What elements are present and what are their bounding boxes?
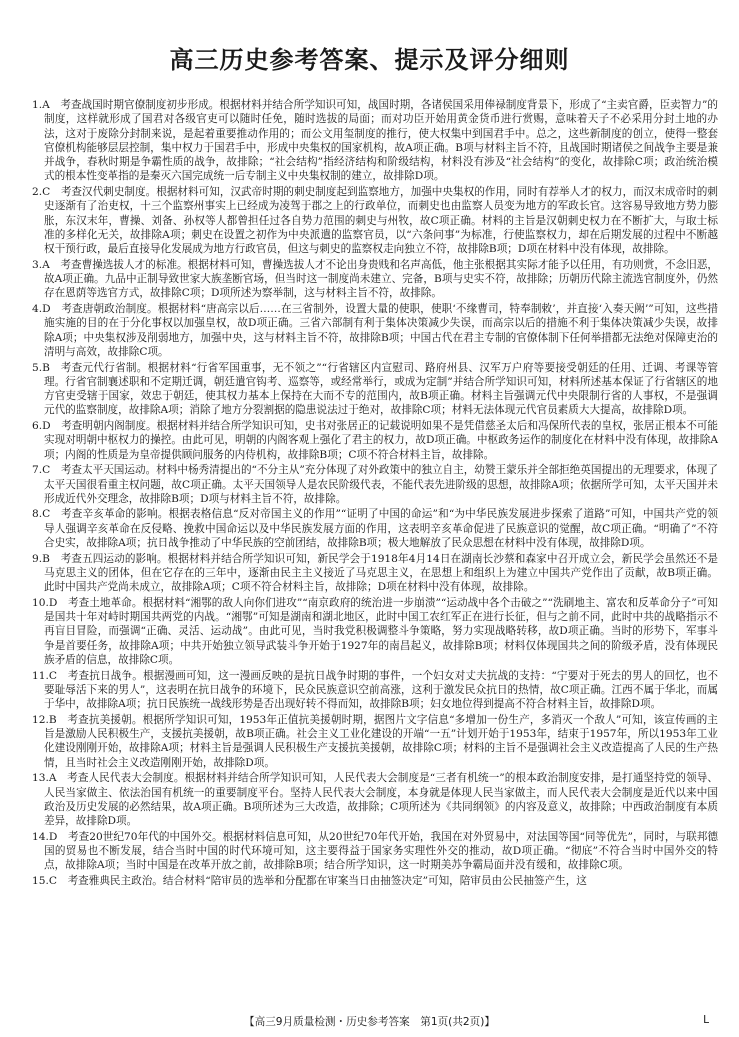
answer-item — [32, 552, 718, 595]
answer-text: 考查元代行省制。根据材料“行省军国重事，无不领之”“行省辖区内宣慰司、路府州县、汉军万户府等要接受朝廷的任用、迁调、考课等管理。行省官制襄述职和不定期迁调，朝廷遣官钩考、巡察等，或经常举行，或成为定制”并结合所学知识可知，材料所述基本保证了行省辖区的地方官吏受辖于国家，效忠于朝廷，使其权力基本上保持在大而不专的范围内，故B项正确。材料主旨强调元代中央限制行省的人事权，不是强调元代的监察制度，故排除A项；消除了地方分裂割据的隐患说法过于绝对，故排除C项；材料无法体现元代官员素质大大提高，故排除D项。 — [44, 361, 718, 417]
page-title: 高三历史参考答案、提示及评分细则 — [169, 46, 570, 74]
answer-text: 考查土地革命。根据材料“湘鄂的敌人向你们进攻”“南京政府的统治进一步崩溃”“运动战中各个击破之”“洗刷地主、富农和反革命分子”可知是国共十年对峙时期国共两党的内战。“湘鄂”可知是湖南和湖北地区，此时中国工农红军正在进行长征，但与之前不同，此时中共的战略指示不再盲目冒险，而强调“正确、灵活、运动战”。由此可见，当时我党积极调整斗争策略，努力实现战略转移，故D项正确。当时的形势下，军事斗争是首要任务，故排除A项；中共开始独立领导武装斗争开始于1927年的南昌起义，故排除B项；材料仅体现国共之间的阶级矛盾，没有体现民族矛盾的信息，故排除C项。 — [44, 596, 718, 666]
answer-number: 1.A — [32, 99, 50, 111]
answer-number: 3.A — [32, 258, 50, 271]
answer-number: 8.C — [32, 508, 51, 521]
answer-number: 12.B — [32, 713, 57, 726]
footer-mark: L — [703, 1014, 709, 1026]
answer-number: 10.D — [32, 596, 58, 609]
answer-list — [32, 98, 718, 889]
answer-text: 考查抗美援朝。根据所学知识可知，1953年正值抗美援朝时期，据图片文字信息“多增加一份生产，多消灭一个敌人”可知，该宣传画的主旨是激励人民积极生产，支援抗美援朝，故B项正确。社会主义工业化建设的开端“一五”计划开始于1953年，结束于1957年，所以1953年工业化建设刚刚开始，故排除A项；材料主旨是强调人民积极生产支援抗美援朝，故排除C项；材料的主旨不是强调社会主义改造提高了人民的生产热情，且当时社会主义改造刚刚开始，故排除D项。 — [44, 713, 718, 769]
answer-text: 考查明朝内阁制度。根据材料并结合所学知识可知，史书对张居正的记载说明如果不是凭借慈圣太后和冯保所代表的皇权，张居正根本不可能实现对明朝中枢权力的操控。由此可见，明朝的内阁客观上强化了君主的权力，故D项正确。中枢政务运作的制度化在材料中没有体现，故排除A项；内阁的性质是为皇帝提供顾问服务的内侍机构，故排除B项；C项不符合材料主旨，故排除。 — [44, 420, 719, 461]
answer-item — [32, 596, 718, 667]
answer-item — [32, 713, 718, 770]
answer-text: 考查五四运动的影响。根据材料并结合所学知识可知，新民学会于1918年4月14日在湖南长沙蔡和森家中召开成立会，新民学会虽然还不是马克思主义的团体，但在它存在的三年中，逐渐由民主主义接近了马克思主义，在思想上和组织上为建立中国共产党作出了贡献，故B项正确。此时中国共产党尚未成立，故排除A项；C项不符合材料主旨，故排除；D项在材料中没有体现，故排除。 — [44, 552, 718, 594]
answer-number: 5.B — [32, 361, 50, 374]
answer-number: 15.C — [32, 874, 57, 887]
answer-text: 考查曹操选拔人才的标准。根据材料可知，曹操选拔人才不论出身贵贱和名声高低，他主张根据其实际才能予以任用，有功则赏，不念旧恶，故A项正确。九品中正制导致世家大族垄断官场，但当时这一制度尚未建立、完备，B项与史实不符，故排除；历朝历代除主流选官制度外，仍然存在恩荫等选官方式，故排除C项；D项所述为察举制，这与材料主旨不符，故排除。 — [44, 258, 718, 300]
answer-text: 考查战国时期官僚制度初步形成。根据材料并结合所学知识可知，战国时期，各诸侯国采用俸禄制度背景下，形成了“主卖官爵，臣卖智力”的制度，这样就形成了国君对各级官吏可以随时任免，随时选拔的局面；而对功臣开始用黄金货币进行赏赐，意味着天子不必采用分封土地的办法，这对于废除分封制来说，是起着重要推动作用的；而公文用玺制度的推行，使大权集中到国君手中。总之，这些新制度的创立，使得一整套官僚机构能够层层控制，集中权力于国君手中，形成中央集权的国家机构，故A项正确。B项与材料主旨不符，且战国时期诸侯之间战争主要是兼并战争，春秋时期是争霸性质的战争，故排除；“社会结构”指经济结构和阶级结构，材料没有涉及“社会结构”的变化，故排除C项；政治统治模式的根本性变革指的是秦灭六国完成统一后专制主义中央集权制的建立，故排除D项。 — [44, 99, 718, 183]
answer-text: 考查雅典民主政治。结合材料“陪审员的选举和分配都在审案当日由抽签决定”可知，陪审员由公民抽签产生，这 — [67, 874, 587, 887]
answer-text: 考查抗日战争。根据漫画可知，这一漫画反映的是抗日战争时期的事件，一个妇女对丈夫抗战的支持：“宁要对于死去的男人的回忆，也不要耻辱活下来的男人”，这表明在抗日战争的环境下，民众民族意识空前高涨，这利于激发民众抗日的热情，故C项正确。江西不属于华北，而属于华中，故排除A项；抗日民族统一战线形势是否出现好转不得而知，故排除B项；妇女地位得到提高不符合材料主旨，故排除D项。 — [44, 669, 718, 711]
answer-item — [32, 830, 718, 873]
answer-item — [32, 874, 718, 888]
answer-item — [32, 419, 718, 462]
answer-item — [32, 302, 718, 359]
answer-item — [32, 361, 718, 418]
answer-number: 14.D — [32, 830, 58, 843]
answer-text: 考查20世纪70年代的中国外交。根据材料信息可知，从20世纪70年代开始，我国在对外贸易中，对法国等国“同等优先”，同时，与联邦德国的贸易也不断发展，结合当时中国的时代环境可知，这主要得益于国家务实理性外交的推动，故D项正确。“彻底”不符合当时中国外交的特点，故排除A项；当时中国是在改革开放之前，故排除B项；结合所学知识，这一时期美苏争霸局面并没有缓和，故排除C项。 — [44, 830, 718, 872]
answer-item — [32, 185, 718, 256]
answer-number: 2.C — [32, 186, 51, 199]
answer-text: 考查辛亥革命的影响。根据表格信息“反对帝国主义的作用”“证明了中国的命运”和“为中华民族发展进步探索了道路”可知，中国共产党的领导人强调辛亥革命在反侵略、挽救中国命运以及中华民族发展方面的作用，这表明辛亥革命促进了民族意识的觉醒，故C项正确。“明确了”不符合史实，故排除A项；抗日战争推动了中华民族的空前团结，故排除B项；极大地解放了民众思想在材料中没有体现，故排除D项。 — [44, 508, 718, 549]
answer-item — [32, 771, 718, 828]
answer-number: 6.D — [32, 420, 51, 433]
answer-text: 考查人民代表大会制度。根据材料并结合所学知识可知，人民代表大会制度是“三者有机统一”的根本政治制度安排，是打通坚持党的领导、人民当家做主、依法治国有机统一的重要制度平台。坚持人民代表大会制度，本身就是体现人民当家做主，而人民代表大会制度是近代以来中国政治及历史发展的必然结果，故A项正确。B项所述为三大改造，故排除；C项所述为《共同纲领》的内容及意义，故排除；中西政治制度有本质差异，故排除D项。 — [44, 772, 718, 828]
answer-text: 考查太平天国运动。材料中杨秀清提出的“不分主从”充分体现了对外政策中的独立自主，幼赞王蒙乐并全部拒绝英国提出的无理要求，体现了太平天国很看重主权问题，故C项正确。太平天国领导人是农民阶级代表，不能代表先进阶级的思想，故排除A项；依据所学可知，太平天国并未形成近代外交理念，故排除B项；D项与材料主旨不符，故排除。 — [44, 464, 718, 505]
answer-text: 考查唐朝政治制度。根据材料“唐高宗以后……在三省制外，设置大量的使职，使职‘不缘曹司，特奉制敕’，并直接‘入奏天阙’”可知，这些措施实施的目的在于分化事权以加强皇权，故D项正确。三省六部制有利于集体决策减少失误，而高宗以后的措施不利于集体决策减少失误，故排除A项；中央集权涉及削弱地方，加强中央，这与材料主旨不符，故排除B项；中国古代在君主专制的官僚体制下任何举措都无法绝对保障吏治的清明与高效，故排除C项。 — [44, 303, 718, 358]
answer-item — [32, 98, 718, 184]
footer-text: 【高三9月质量检测・历史参考答案 第1页(共2页)】 — [244, 1016, 495, 1028]
answer-number: 7.C — [32, 464, 51, 477]
answer-number: 9.B — [32, 552, 50, 565]
answer-item — [32, 507, 718, 550]
answer-item — [32, 669, 718, 712]
answer-text: 考查汉代刺史制度。根据材料可知，汉武帝时期的刺史制度起到监察地方，加强中央集权的作用，同时有荐举人才的权力，而汉末成帝时的刺史逐渐有了治吏权，十三个监察州事实上已经成为凌驾于郡之上的行政单位，而刺史也由监察人员变为地方的军政长官。这容易导致地方势力膨胀，东汉末年，曹操、刘备、孙权等人都曾担任过各自势力范围的刺史与州牧，故C项正确。材料的主旨是汉朝刺史权力在不断扩大，与取士标准的多样化无关，故排除A项；刺史在设置之初作为中央派遣的监察官员，以“六条问事”为标准，行使监察权力，却在后期发展的过程中不断越权干预行政，最后直接导化发展成为地方行政官员，但这与刺史的监察权走向独立不符，故排除B项；D项在材料中没有体现，故排除。 — [44, 186, 718, 256]
answer-number: 13.A — [32, 772, 57, 785]
answer-number: 4.D — [32, 303, 51, 316]
answer-number: 11.C — [32, 669, 57, 682]
answer-item — [32, 258, 718, 301]
answer-item — [32, 463, 718, 506]
